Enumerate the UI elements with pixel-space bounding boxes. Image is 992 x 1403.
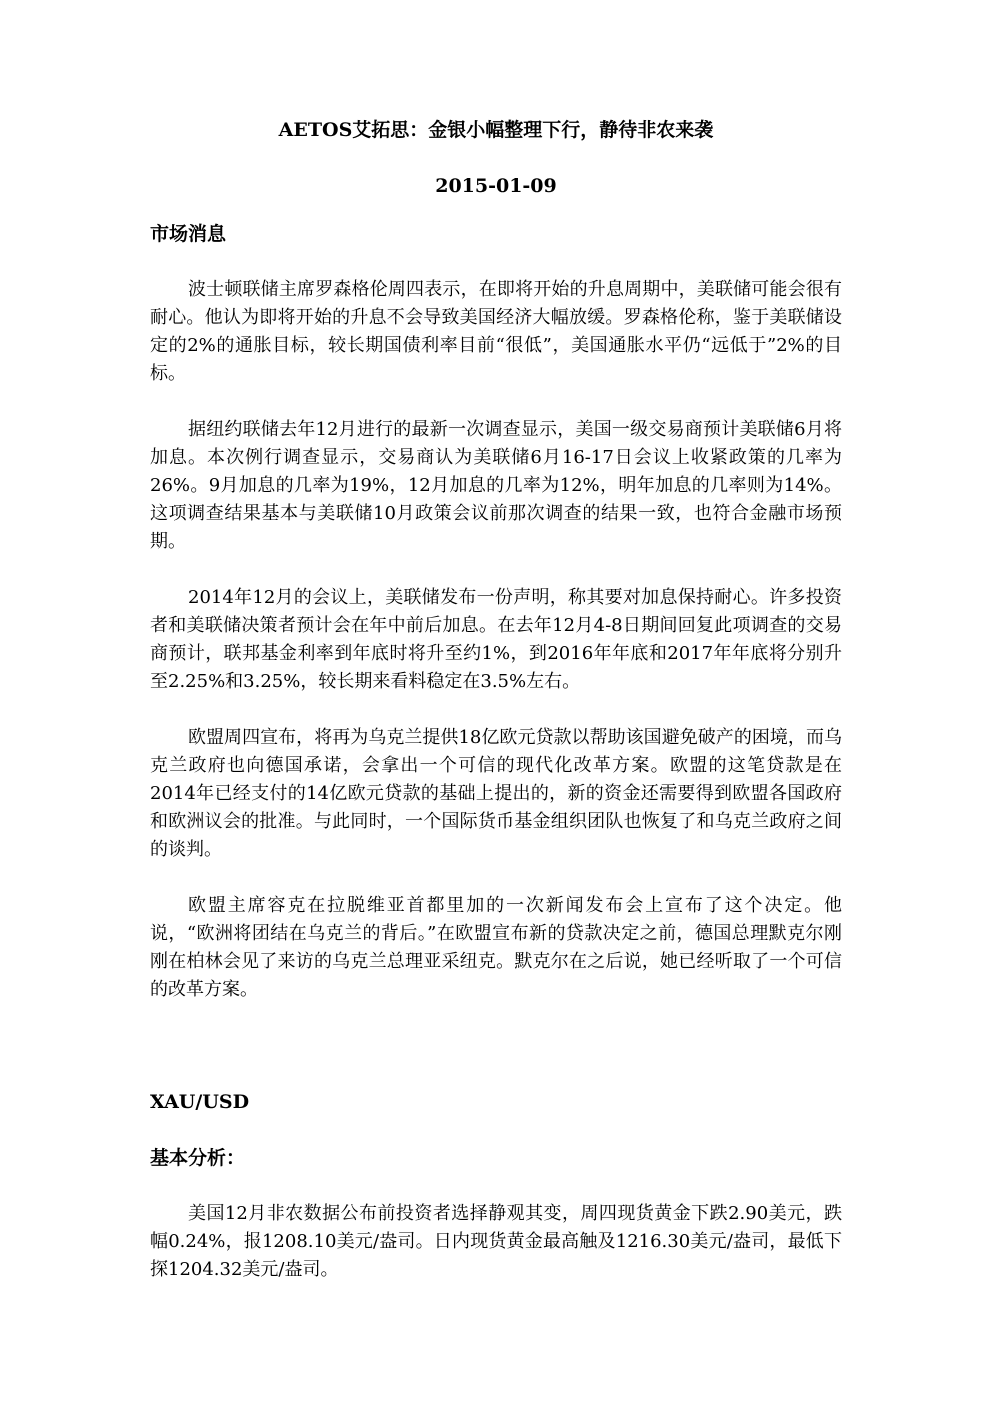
paragraph: 2014年12月的会议上，美联储发布一份声明，称其要对加息保持耐心。许多投资者和美联储决策者预计会在年中前后加息。在去年12月4-8日期间回复此项调查的交易商预计，联邦基金利率到年底时将升至约1%，到2016年年底和2017年年底将分别升至2.25%和3.25%，较长期来看料稳定在3.5%左右。 [150, 587, 842, 692]
paragraph: 美国12月非农数据公布前投资者选择静观其变，周四现货黄金下跌2.90美元，跌幅0.24%，报1208.10美元/盎司。日内现货黄金最高触及1216.30美元/盎司，最低下探1204.32美元/盎司。 [150, 1203, 842, 1280]
document-date: 2015-01-09 [435, 175, 557, 197]
currency-pair-heading: XAU/USD [150, 1091, 250, 1113]
paragraph: 波士顿联储主席罗森格伦周四表示，在即将开始的升息周期中，美联储可能会很有耐心。他认为即将开始的升息不会导致美国经济大幅放缓。罗森格伦称，鉴于美联储设定的2%的通胀目标，较长期国债利率目前“很低”，美国通胀水平仍“远低于”2%的目标。 [150, 279, 842, 384]
paragraph: 欧盟主席容克在拉脱维亚首都里加的一次新闻发布会上宣布了这个决定。他说，“欧洲将团结在乌克兰的背后。”在欧盟宣布新的贷款决定之前，德国总理默克尔刚刚在柏林会见了来访的乌克兰总理亚采纽克。默克尔在之后说，她已经听取了一个可信的改革方案。 [150, 895, 842, 1000]
section-heading-market-news: 市场消息 [150, 223, 227, 245]
paragraph: 欧盟周四宣布，将再为乌克兰提供18亿欧元贷款以帮助该国避免破产的困境，而乌克兰政府也向德国承诺，会拿出一个可信的现代化改革方案。欧盟的这笔贷款是在2014年已经支付的14亿欧元贷款的基础上提出的，新的资金还需要得到欧盟各国政府和欧洲议会的批准。与此同时，一个国际货币基金组织团队也恢复了和乌克兰政府之间的谈判。 [150, 727, 842, 860]
document-title: AETOS艾拓思：金银小幅整理下行，静待非农来袭 [278, 119, 714, 141]
section-heading-basic-analysis: 基本分析： [150, 1147, 246, 1169]
paragraph: 据纽约联储去年12月进行的最新一次调查显示，美国一级交易商预计美联储6月将加息。本次例行调查显示，交易商认为美联储6月16-17日会议上收紧政策的几率为26%。9月加息的几率为19%，12月加息的几率为12%，明年加息的几率则为14%。这项调查结果基本与美联储10月政策会议前那次调查的结果一致，也符合金融市场预期。 [150, 419, 842, 552]
document-page [150, 116, 842, 1284]
